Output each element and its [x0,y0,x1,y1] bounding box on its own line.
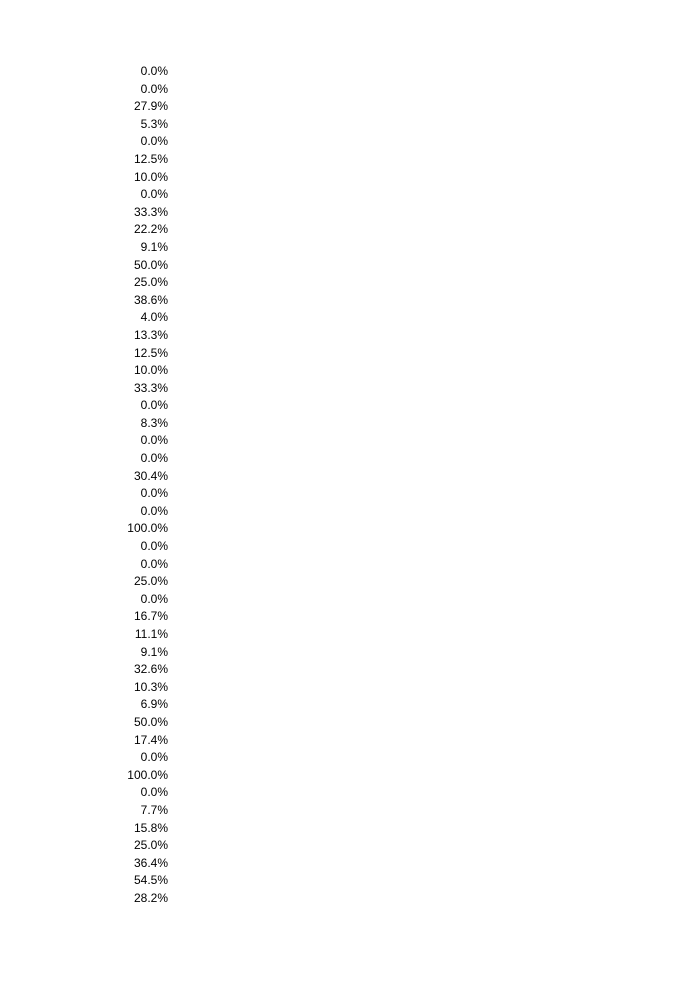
percentage-cell: 10.3% [133,679,168,694]
percentage-cell: 36.4% [133,855,168,870]
percentage-cell: 30.4% [133,468,168,483]
percentage-cell: 50.0% [133,714,168,729]
percentage-cell: 0.0% [140,451,168,466]
percentage-cell: 50.0% [133,257,168,272]
percentage-cell: 15.8% [133,820,168,835]
percentage-cell: 11.1% [134,627,168,641]
percentage-cell: 0.0% [140,187,168,202]
percentage-cell: 16.7% [133,609,168,624]
percentage-cell: 100.0% [127,767,168,782]
percentage-cell: 0.0% [140,539,168,554]
percentage-cell: 13.3% [133,327,168,342]
percentage-cell: 12.5% [133,151,168,166]
percentage-cell: 25.0% [133,574,168,589]
percentage-cell: 54.5% [133,873,168,888]
percentage-cell: 7.7% [140,802,168,817]
percentage-cell: 10.0% [133,169,168,184]
percentage-column [100,63,168,908]
percentage-cell: 12.5% [133,345,168,360]
percentage-cell: 9.1% [140,644,168,659]
percentage-cell: 0.0% [140,750,168,765]
percentage-cell: 10.0% [133,363,168,378]
percentage-cell: 0.0% [140,556,168,571]
percentage-cell: 0.0% [140,81,168,96]
percentage-cell: 9.1% [140,239,168,254]
percentage-cell: 0.0% [140,398,168,413]
percentage-cell: 0.0% [140,785,168,800]
percentage-cell: 100.0% [127,521,168,536]
percentage-cell: 0.0% [140,503,168,518]
percentage-cell: 0.0% [140,486,168,501]
percentage-cell: 5.3% [140,116,168,131]
percentage-cell: 0.0% [140,433,168,448]
percentage-cell: 17.4% [133,732,168,747]
percentage-cell: 0.0% [140,64,168,78]
percentage-cell: 6.9% [140,697,168,712]
percentage-cell: 32.6% [133,662,168,677]
percentage-cell: 25.0% [133,275,168,290]
percentage-cell: 0.0% [140,591,168,606]
percentage-cell: 8.3% [140,415,168,430]
percentage-cell: 22.2% [133,222,168,237]
percentage-cell: 28.2% [133,890,168,905]
percentage-cell: 25.0% [133,838,168,853]
percentage-cell: 38.6% [133,292,168,307]
percentage-cell: 4.0% [140,310,168,325]
percentage-cell: 33.3% [133,380,168,395]
percentage-cell: 27.9% [133,99,168,114]
percentage-cell: 33.3% [133,204,168,219]
percentage-cell: 0.0% [140,134,168,149]
